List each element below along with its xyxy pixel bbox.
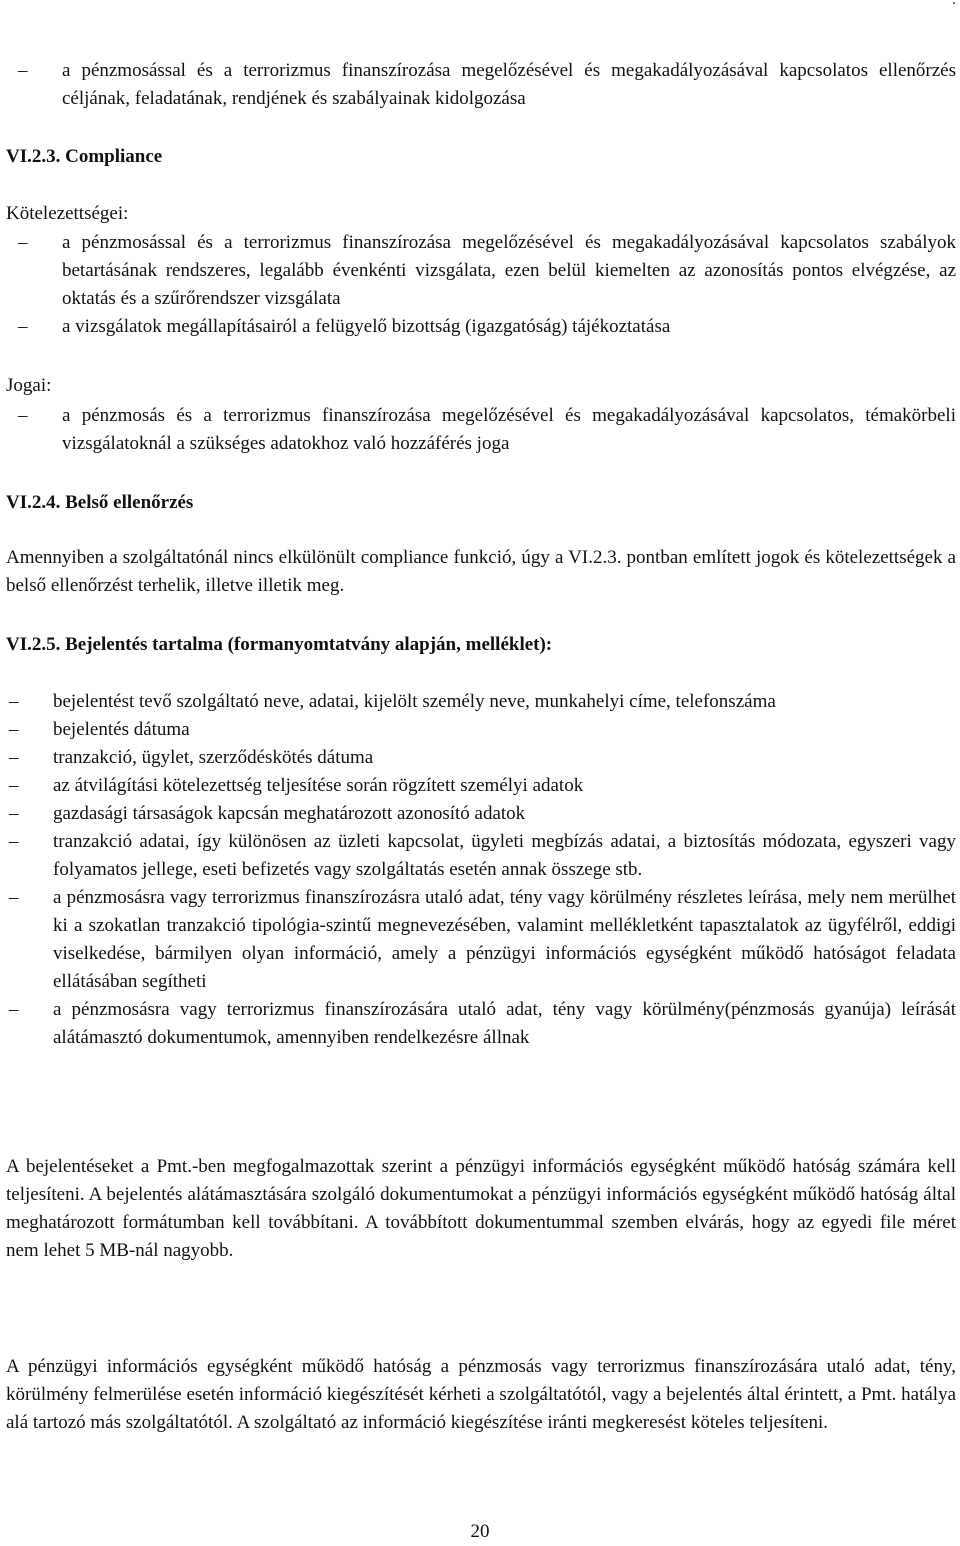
list-item: – bejelentést tevő szolgáltató neve, adatai, kijelölt személy neve, munkahelyi címe, telefonszáma [53, 688, 956, 716]
list-item: – a pénzmosással és a terrorizmus finanszírozása megelőzésével és megakadályozásával kapcsolatos szabályok betartásának rendszeres, legalább évenkénti vizsgálata, ezen belül kiemelten az azonosítás pontos elvégzése, az oktatás és a szűrőrendszer vizsgálata [62, 229, 956, 313]
list-item: – a pénzmosásra vagy terrorizmus finanszírozására utaló adat, tény vagy körülmény(pénzmosás gyanúja) leírását alátámasztó dokumentumok, amennyiben rendelkezésre állnak [53, 996, 956, 1052]
corner-mark [952, 0, 956, 14]
paragraph-submission: A bejelentéseket a Pmt.-ben megfogalmazottak szerint a pénzügyi információs egységként működő hatóság számára kell teljesíteni. A bejelentés alátámasztására szolgáló dokumentumokat a pénzügyi információs egységként működő hatóság által meghatározott formátumban kell továbbítani. A továbbított dokumentummal szemben elvárás, hogy az egyedi file méret nem lehet 5 MB-nál nagyobb. [6, 1156, 956, 1261]
section-heading-internal-audit: VI.2.4. Belső ellenőrzés [6, 492, 194, 513]
section-heading-report-content: VI.2.5. Bejelentés tartalma (formanyomtatvány alapján, melléklet): [6, 634, 553, 655]
paragraph-information-request: A pénzügyi információs egységként működő hatóság a pénzmosás vagy terrorizmus finanszírozására utaló adat, tény, körülmény felmerülése esetén információ kiegészítését kérheti a szolgáltatótól, vagy a bejelentés által érintett, a Pmt. hatálya alá tartozó más szolgáltatótól. A szolgáltató az információ kiegészítése iránti megkeresést köteles teljesíteni. [6, 1356, 956, 1433]
rights-label: Jogai: [6, 375, 52, 396]
list-item: – tranzakció adatai, így különösen az üzleti kapcsolat, ügyleti megbízás adatai, a biztosítás módozata, egyszeri vagy folyamatos jellege, eseti befizetés vagy szolgáltatás esetén annak összege stb. [53, 828, 956, 884]
list-item: – a pénzmosással és a terrorizmus finanszírozása megelőzésével és megakadályozásával kapcsolatos ellenőrzés céljának, feladatának, rendjének és szabályainak kidolgozása [62, 57, 956, 113]
top-list [62, 57, 956, 113]
rights-list [62, 402, 956, 458]
list-item: – gazdasági társaságok kapcsán meghatározott azonosító adatok [53, 800, 956, 828]
report-content-list [53, 688, 956, 1052]
list-item: – a vizsgálatok megállapításairól a felügyelő bizottság (igazgatóság) tájékoztatása [62, 313, 956, 341]
section-heading-compliance: VI.2.3. Compliance [6, 146, 163, 167]
list-item: – az átvilágítási kötelezettség teljesítése során rögzített személyi adatok [53, 772, 956, 800]
internal-audit-text: Amennyiben a szolgáltatónál nincs elkülönült compliance funkció, úgy a VI.2.3. pontban említett jogok és kötelezettségek a belső ellenőrzést terhelik, illetve illetik meg. [6, 547, 956, 596]
list-item: – tranzakció, ügylet, szerződéskötés dátuma [53, 744, 956, 772]
list-item: – a pénzmosásra vagy terrorizmus finanszírozásra utaló adat, tény vagy körülmény részletes leírása, mely nem merülhet ki a szokatlan tranzakció tipológia-szintű megnevezésében, valamint mellékletként tapasztalatok az ügyfélről, eddigi viselkedése, bármilyen olyan információ, amely a pénzügyi információs egységként működő hatóságot feladata ellátásában segítheti [53, 884, 956, 996]
duties-label: Kötelezettségei: [6, 203, 129, 224]
page-number: 20 [470, 1521, 490, 1542]
list-item: – a pénzmosás és a terrorizmus finanszírozása megelőzésével és megakadályozásával kapcsolatos, témakörbeli vizsgálatoknál a szükséges adatokhoz való hozzáférés joga [62, 402, 956, 458]
list-item: – bejelentés dátuma [53, 716, 956, 744]
duties-list [62, 229, 956, 341]
